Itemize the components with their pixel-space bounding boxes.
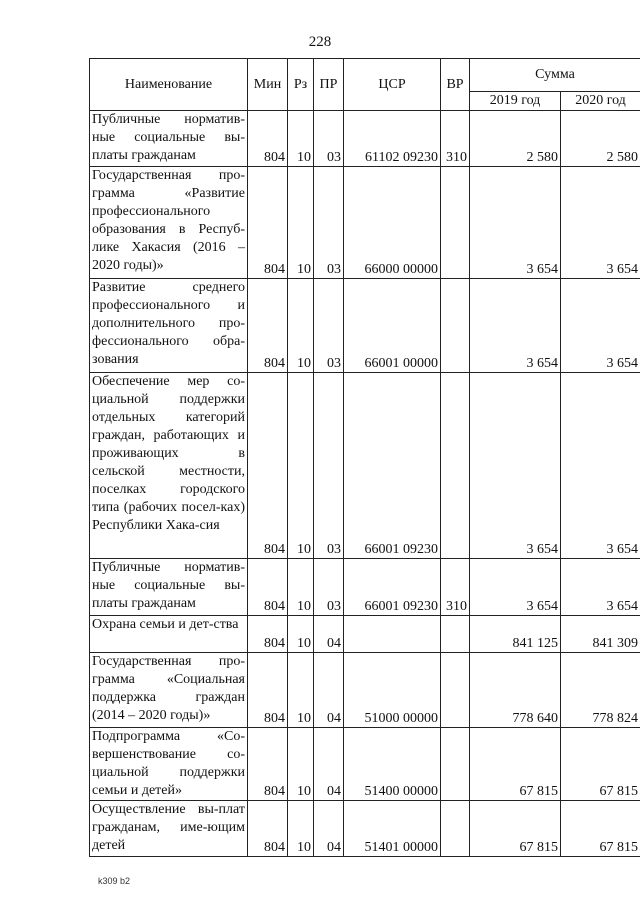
header-year-2019: 2019 год xyxy=(470,92,561,111)
header-name: Наименование xyxy=(90,59,248,111)
table-row xyxy=(90,111,640,167)
cell-name: Развитие среднего профессионального и дополнительного про-фессионального обра-зования xyxy=(90,279,248,373)
table-row xyxy=(90,616,640,653)
cell-y2020: 2 580 xyxy=(561,111,640,167)
cell-rz: 10 xyxy=(288,279,314,373)
cell-rz: 10 xyxy=(288,559,314,616)
cell-pr: 03 xyxy=(314,373,344,559)
cell-pr: 03 xyxy=(314,559,344,616)
cell-min: 804 xyxy=(248,653,288,728)
table-row xyxy=(90,728,640,801)
cell-csr: 51000 00000 xyxy=(344,653,441,728)
cell-min: 804 xyxy=(248,559,288,616)
cell-y2020: 67 815 xyxy=(561,801,640,857)
table-row xyxy=(90,801,640,857)
cell-y2019: 778 640 xyxy=(470,653,561,728)
cell-y2020: 3 654 xyxy=(561,279,640,373)
cell-name: Осуществление вы-плат гражданам, име-ющим детей xyxy=(90,801,248,857)
cell-y2019: 2 580 xyxy=(470,111,561,167)
cell-vr xyxy=(441,653,470,728)
cell-rz: 10 xyxy=(288,111,314,167)
header-csr: ЦСР xyxy=(344,59,441,111)
header-year-2020: 2020 год xyxy=(561,92,640,111)
cell-csr xyxy=(344,616,441,653)
footer-code: k309 b2 xyxy=(98,876,131,886)
cell-pr: 04 xyxy=(314,616,344,653)
cell-vr: 310 xyxy=(441,111,470,167)
cell-y2020: 67 815 xyxy=(561,728,640,801)
cell-y2019: 841 125 xyxy=(470,616,561,653)
cell-min: 804 xyxy=(248,801,288,857)
cell-rz: 10 xyxy=(288,373,314,559)
cell-name: Обеспечение мер со-циальной поддержки отдельных категорий граждан, работающих и проживающих в сельской местности, поселках городского типа (рабочих посел-ках) Республики Хака-сия xyxy=(90,373,248,559)
cell-y2019: 3 654 xyxy=(470,373,561,559)
cell-vr xyxy=(441,801,470,857)
cell-name: Публичные норматив-ные социальные вы-платы гражданам xyxy=(90,111,248,167)
cell-pr: 03 xyxy=(314,167,344,279)
header-sum: Сумма xyxy=(470,59,640,92)
cell-y2019: 3 654 xyxy=(470,559,561,616)
cell-min: 804 xyxy=(248,111,288,167)
cell-name: Государственная про-грамма «Социальная поддержка граждан (2014 – 2020 годы)» xyxy=(90,653,248,728)
cell-rz: 10 xyxy=(288,728,314,801)
cell-y2020: 778 824 xyxy=(561,653,640,728)
cell-csr: 51401 00000 xyxy=(344,801,441,857)
cell-rz: 10 xyxy=(288,653,314,728)
cell-y2019: 3 654 xyxy=(470,167,561,279)
cell-pr: 04 xyxy=(314,653,344,728)
cell-csr: 61102 09230 xyxy=(344,111,441,167)
cell-pr: 03 xyxy=(314,111,344,167)
cell-csr: 66001 00000 xyxy=(344,279,441,373)
table-row xyxy=(90,279,640,373)
cell-vr xyxy=(441,279,470,373)
cell-y2020: 3 654 xyxy=(561,373,640,559)
header-pr: ПР xyxy=(314,59,344,111)
cell-rz: 10 xyxy=(288,167,314,279)
header-min: Мин xyxy=(248,59,288,111)
cell-rz: 10 xyxy=(288,801,314,857)
cell-y2019: 3 654 xyxy=(470,279,561,373)
page-number: 228 xyxy=(308,34,332,50)
table-row xyxy=(90,653,640,728)
cell-min: 804 xyxy=(248,616,288,653)
header-vr: ВР xyxy=(441,59,470,111)
table-row xyxy=(90,167,640,279)
cell-min: 804 xyxy=(248,373,288,559)
cell-pr: 04 xyxy=(314,801,344,857)
cell-name: Публичные норматив-ные социальные вы-платы гражданам xyxy=(90,559,248,616)
table-row xyxy=(90,559,640,616)
cell-name: Охрана семьи и дет-ства xyxy=(90,616,248,653)
cell-csr: 66001 09230 xyxy=(344,373,441,559)
cell-y2020: 3 654 xyxy=(561,559,640,616)
cell-min: 804 xyxy=(248,167,288,279)
cell-pr: 04 xyxy=(314,728,344,801)
cell-y2020: 3 654 xyxy=(561,167,640,279)
budget-table xyxy=(89,58,640,857)
cell-csr: 66001 09230 xyxy=(344,559,441,616)
cell-min: 804 xyxy=(248,728,288,801)
cell-rz: 10 xyxy=(288,616,314,653)
cell-pr: 03 xyxy=(314,279,344,373)
cell-vr: 310 xyxy=(441,559,470,616)
cell-y2019: 67 815 xyxy=(470,801,561,857)
header-rz: Рз xyxy=(288,59,314,111)
cell-name: Государственная про-грамма «Развитие профессионального образования в Респуб-лике Хакасия (2016 – 2020 годы)» xyxy=(90,167,248,279)
cell-min: 804 xyxy=(248,279,288,373)
table-row xyxy=(90,373,640,559)
cell-vr xyxy=(441,616,470,653)
cell-y2020: 841 309 xyxy=(561,616,640,653)
cell-csr: 51400 00000 xyxy=(344,728,441,801)
cell-vr xyxy=(441,167,470,279)
cell-vr xyxy=(441,373,470,559)
cell-name: Подпрограмма «Со-вершенствование со-циальной поддержки семьи и детей» xyxy=(90,728,248,801)
cell-y2019: 67 815 xyxy=(470,728,561,801)
cell-vr xyxy=(441,728,470,801)
cell-csr: 66000 00000 xyxy=(344,167,441,279)
